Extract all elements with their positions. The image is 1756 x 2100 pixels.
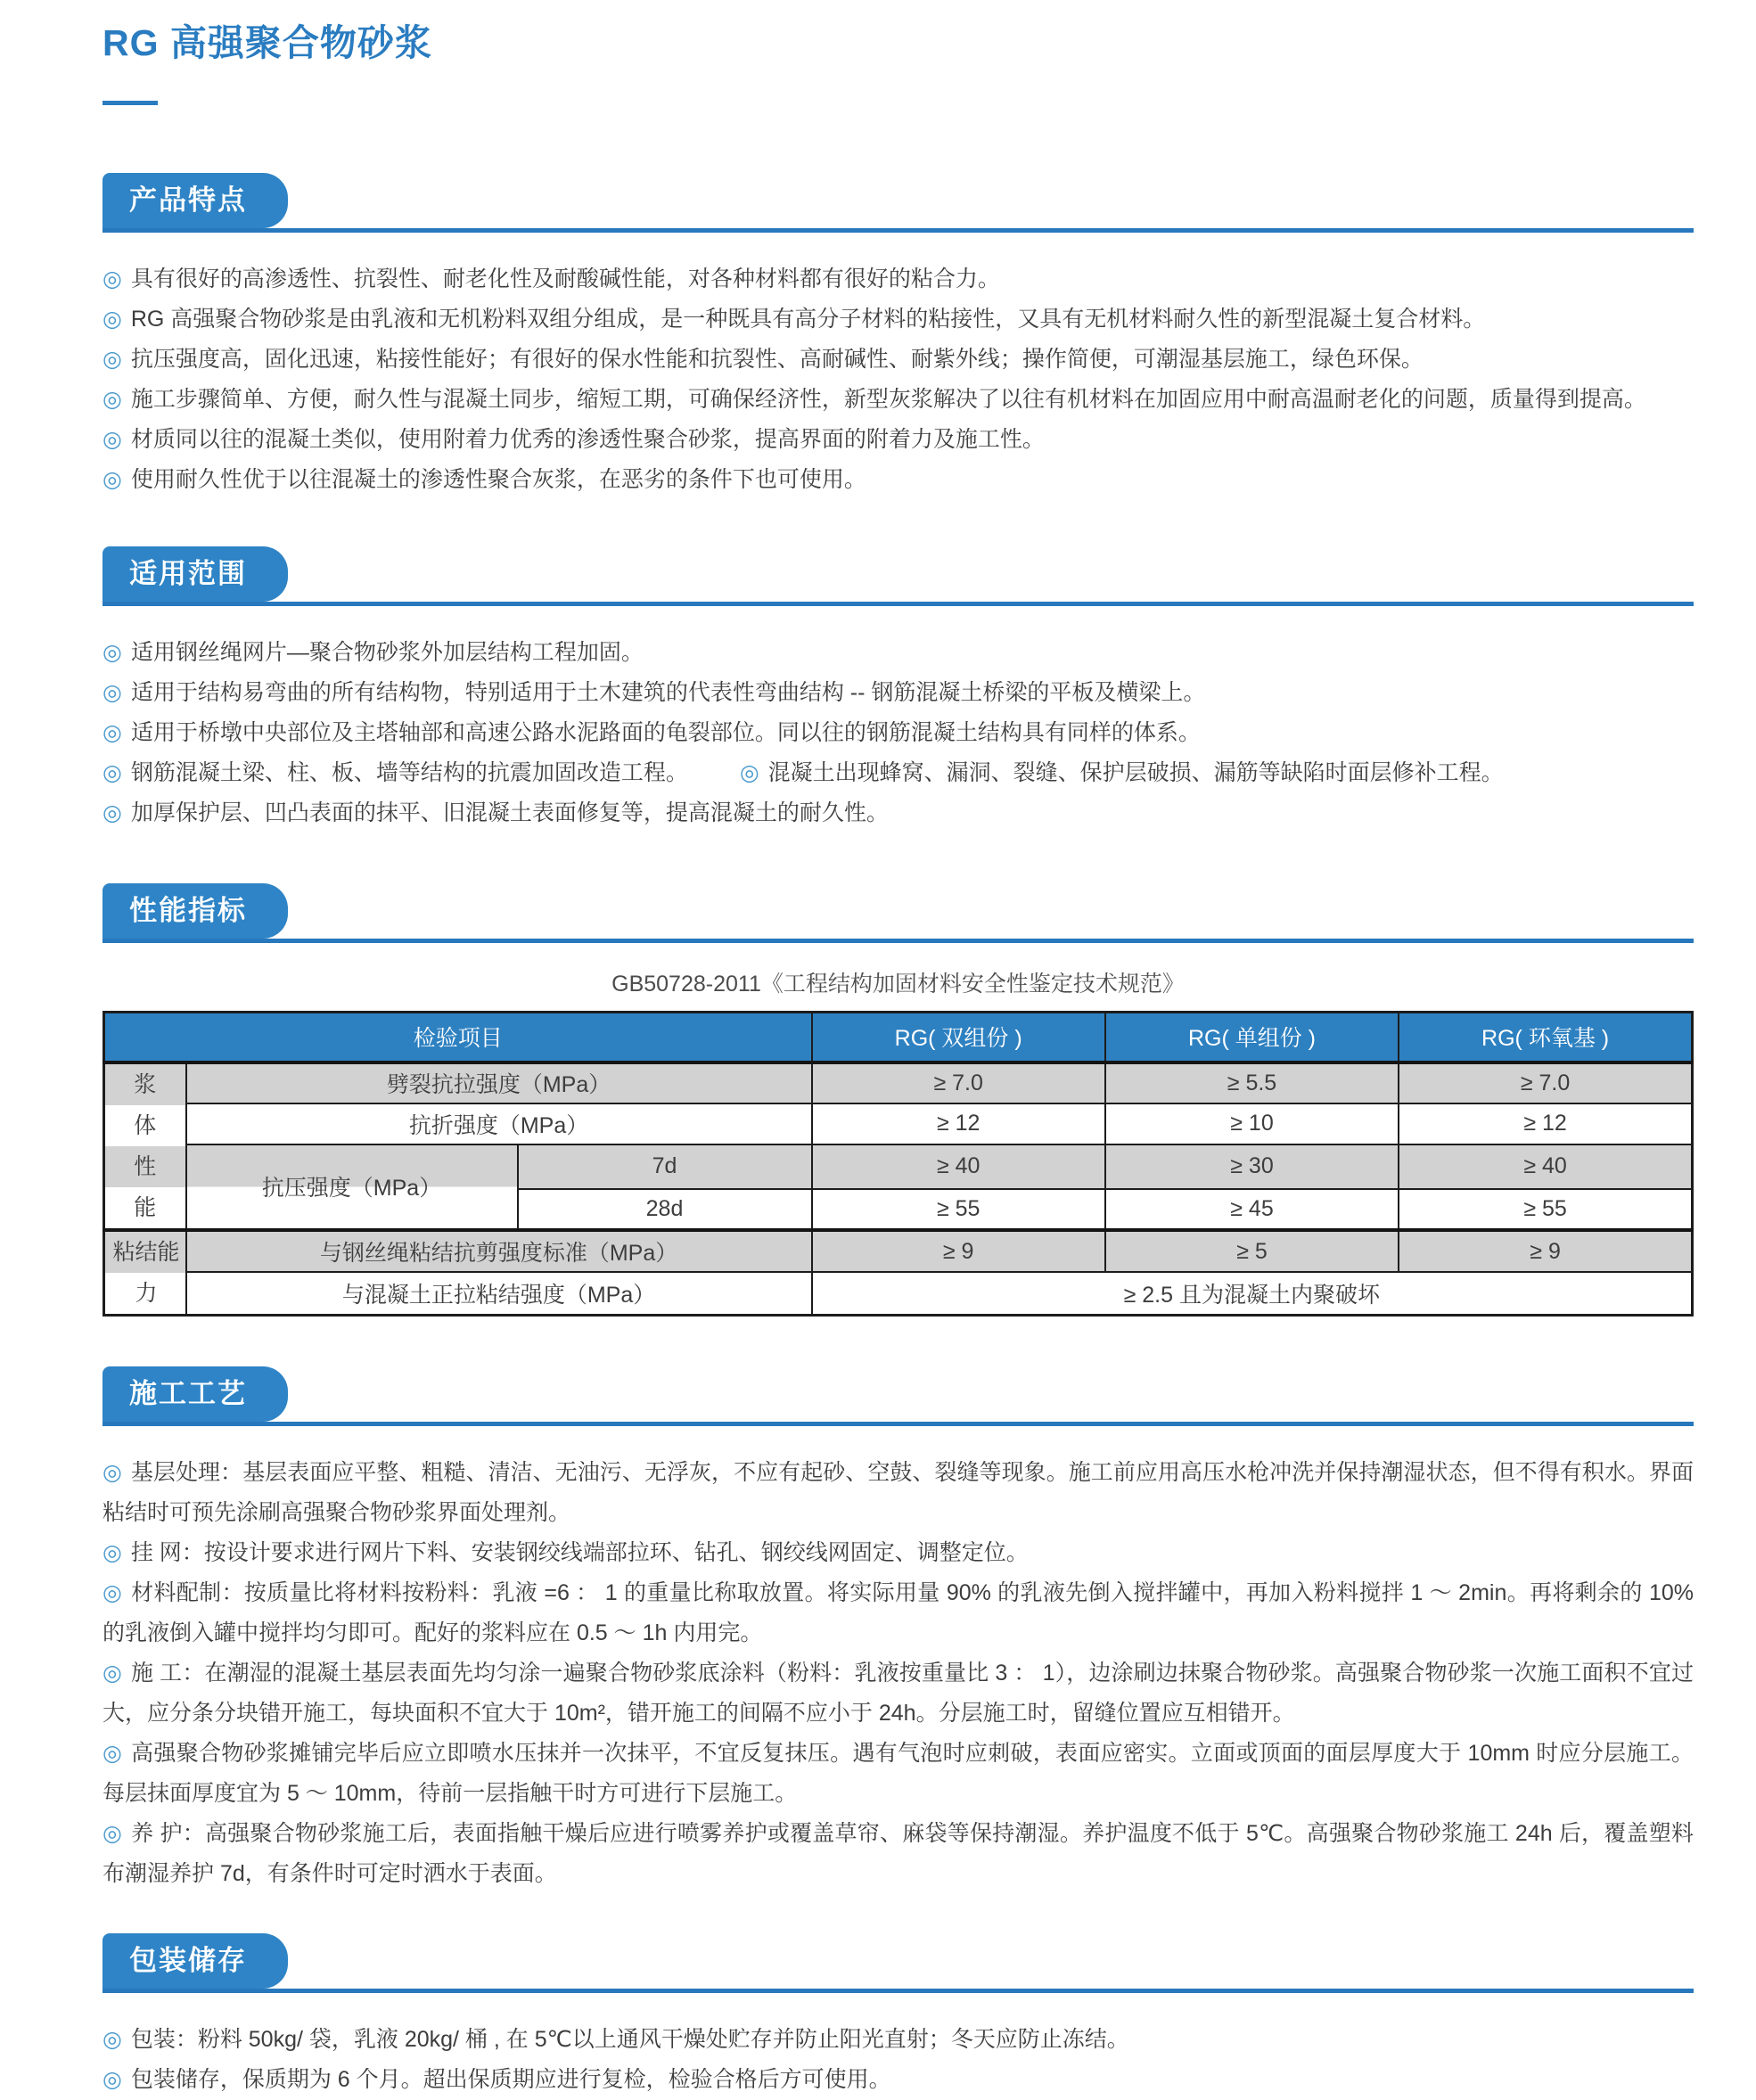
scope-text: 混凝土出现蜂窝、漏洞、裂缝、保护层破损、漏筋等缺陷时面层修补工程。 [767, 760, 1504, 786]
scope-text: 适用于结构易弯曲的所有结构物，特别适用于土木建筑的代表性弯曲结构 -- 钢筋混凝土桥梁的平板及横梁上。 [130, 680, 1206, 706]
feature-item [103, 259, 1694, 299]
process-list [103, 1426, 1694, 1894]
table-header-col: RG( 单组份 ) [1105, 1013, 1399, 1062]
bullet-icon: ◎ [739, 760, 759, 786]
row-name-cell: 与钢丝绳粘结抗剪强度标准（MPa） [186, 1230, 812, 1273]
scope-text: 适用于桥墩中央部位及主塔轴部和高速公路水泥路面的龟裂部位。同以往的钢筋混凝土结构具有同样的体系。 [130, 720, 1201, 746]
feature-text: 抗压强度高，固化迅速，粘接性能好；有很好的保水性能和抗裂性、高耐碱性、耐紫外线；操作简便，可潮湿基层施工，绿色环保。 [130, 347, 1424, 373]
value-cell: ≥ 45 [1105, 1189, 1399, 1230]
value-cell: ≥ 10 [1105, 1103, 1399, 1144]
scope-text: 钢筋混凝土梁、柱、板、墙等结构的抗震加固改造工程。 [130, 760, 688, 786]
title-underline [103, 101, 158, 105]
section-title-features: 产品特点 [129, 185, 247, 217]
section-header-performance [103, 883, 1694, 943]
table-row [104, 1103, 1693, 1144]
feature-item [103, 299, 1694, 340]
packaging-text: 包装储存，保质期为 6 个月。超出保质期应进行复检，检验合格后方可使用。 [130, 2066, 891, 2092]
features-list [103, 233, 1694, 500]
value-cell: ≥ 55 [812, 1189, 1105, 1230]
row-sub-cell: 28d [518, 1189, 812, 1230]
section-features [103, 173, 1694, 500]
bullet-icon: ◎ [103, 427, 122, 453]
packaging-item [103, 2020, 1694, 2060]
section-header-scope [103, 546, 1694, 606]
section-title-scope: 适用范围 [129, 558, 247, 590]
value-cell: ≥ 12 [812, 1103, 1105, 1144]
feature-item [103, 340, 1694, 380]
process-item [103, 1814, 1694, 1894]
row-name-cell: 与混凝土正拉粘结强度（MPa） [186, 1272, 812, 1315]
packaging-list [103, 1993, 1694, 2100]
row-name-cell: 劈裂抗拉强度（MPa） [186, 1062, 812, 1103]
feature-text: 施工步骤简单、方便，耐久性与混凝土同步，缩短工期，可确保经济性，新型灰浆解决了以往有机材料在加固应用中耐高温耐老化的问题，质量得到提高。 [130, 387, 1646, 413]
process-text: 施 工：在潮湿的混凝土基层表面先均匀涂一遍聚合物砂浆底涂料（粉料：乳液按重量比 3 ： 1），边涂刷边抹聚合物砂浆。高强聚合物砂浆一次施工面积不宜过大，应分条分块错开施工，每块面积不宜大于 10m²，错开施工的间隔不应小于 24h。分层施工时，留缝位置应互相错开。 [103, 1660, 1694, 1726]
scope-item-double [103, 753, 1694, 793]
bullet-icon: ◎ [103, 387, 122, 413]
scope-item [103, 673, 1694, 713]
section-scope [103, 546, 1694, 833]
process-item [103, 1533, 1694, 1573]
page-title: RG 高强聚合物砂浆 [103, 22, 432, 63]
bullet-icon: ◎ [103, 720, 122, 746]
process-item [103, 1453, 1694, 1533]
feature-text: 具有很好的高渗透性、抗裂性、耐老化性及耐酸碱性能，对各种材料都有很好的粘合力。 [130, 267, 1000, 292]
process-item [103, 1653, 1694, 1734]
value-cell: ≥ 9 [812, 1230, 1105, 1273]
feature-text: 材质同以往的混凝土类似，使用附着力优秀的渗透性聚合砂浆，提高界面的附着力及施工性。 [130, 427, 1045, 453]
value-cell: ≥ 5.5 [1105, 1062, 1399, 1103]
section-tab-scope [103, 546, 288, 602]
bullet-icon: ◎ [103, 467, 122, 493]
merged-value-cell: ≥ 2.5 且为混凝土内聚破坏 [812, 1272, 1693, 1315]
bullet-icon: ◎ [103, 1740, 123, 1766]
scope-item [103, 793, 1694, 833]
bullet-icon: ◎ [103, 2066, 122, 2092]
section-title-packaging: 包装储存 [129, 1944, 247, 1976]
bullet-icon: ◎ [103, 680, 122, 706]
process-item [103, 1573, 1694, 1653]
process-text: 养 护：高强聚合物砂浆施工后，表面指触干燥后应进行喷雾养护或覆盖草帘、麻袋等保持潮湿。养护温度不低于 5℃。高强聚合物砂浆施工 24h 后，覆盖塑料布潮湿养护 7d，有条件时可定时洒水于表面。 [103, 1820, 1694, 1886]
section-performance [103, 883, 1694, 1317]
performance-caption: GB50728-2011《工程结构加固材料安全性鉴定技术规范》 [611, 972, 1185, 997]
section-title-performance: 性能指标 [129, 895, 247, 927]
scope-item [103, 633, 1694, 673]
value-cell: ≥ 40 [812, 1144, 1105, 1189]
scope-text: 加厚保护层、凹凸表面的抹平、旧混凝土表面修复等，提高混凝土的耐久性。 [130, 800, 889, 826]
packaging-text: 包装：粉料 50kg/ 袋，乳液 20kg/ 桶 , 在 5℃以上通风干燥处贮存并防止阳光直射；冬天应防止冻结。 [130, 2026, 1129, 2052]
value-cell: ≥ 9 [1399, 1230, 1692, 1273]
process-text: 材料配制：按质量比将材料按粉料：乳液 =6 ： 1 的重量比称取放置。将实际用量 90% 的乳液先倒入搅拌罐中，再加入粉料搅拌 1 ～ 2min。再将剩余的 10% 的乳液倒入罐中搅拌均匀即可。配好的浆料应在 0.5 ～ 1h 内用完。 [103, 1579, 1694, 1645]
bullet-icon: ◎ [103, 1660, 122, 1686]
value-cell: ≥ 40 [1399, 1144, 1692, 1189]
feature-item [103, 380, 1694, 420]
table-row [104, 1272, 1693, 1315]
bullet-icon: ◎ [103, 760, 122, 786]
group-label-cell [104, 1062, 186, 1230]
scope-item [103, 713, 1694, 753]
group-label-cell [104, 1230, 186, 1316]
row-name-cell: 抗压强度（MPa） [186, 1144, 518, 1230]
value-cell: ≥ 30 [1105, 1144, 1399, 1189]
section-header-features [103, 173, 1694, 233]
bullet-icon: ◎ [103, 1459, 122, 1485]
section-tab-process [103, 1366, 288, 1422]
section-tab-packaging [103, 1933, 288, 1989]
section-packaging [103, 1933, 1694, 2100]
section-process [103, 1366, 1694, 1894]
process-item [103, 1734, 1694, 1814]
feature-item [103, 420, 1694, 460]
feature-item [103, 460, 1694, 500]
performance-table [103, 1011, 1694, 1317]
value-cell: ≥ 12 [1399, 1103, 1692, 1144]
bullet-icon: ◎ [103, 307, 122, 332]
section-tab-performance [103, 883, 288, 939]
table-row [104, 1062, 1693, 1103]
section-tab-features [103, 173, 288, 228]
bullet-icon: ◎ [103, 267, 122, 292]
value-cell: ≥ 7.0 [1399, 1062, 1692, 1103]
row-sub-cell: 7d [518, 1144, 812, 1189]
section-header-process [103, 1366, 1694, 1426]
table-header-col: RG( 环氧基 ) [1399, 1013, 1692, 1062]
table-header-item: 检验项目 [104, 1013, 812, 1062]
feature-text: 使用耐久性优于以往混凝土的渗透性聚合灰浆，在恶劣的条件下也可使用。 [130, 467, 866, 493]
scope-text: 适用钢丝绳网片—聚合物砂浆外加层结构工程加固。 [130, 640, 644, 666]
table-header-col: RG( 双组份 ) [812, 1013, 1105, 1062]
bullet-icon: ◎ [103, 2026, 122, 2052]
value-cell: ≥ 7.0 [812, 1062, 1105, 1103]
packaging-item [103, 2060, 1694, 2100]
process-text: 挂 网：按设计要求进行网片下料、安装钢绞线端部拉环、钻孔、钢绞线网固定、调整定位。 [130, 1539, 1029, 1565]
value-cell: ≥ 5 [1105, 1230, 1399, 1273]
row-name-cell: 抗折强度（MPa） [186, 1103, 812, 1144]
table-row [104, 1230, 1693, 1273]
bullet-icon: ◎ [103, 1539, 122, 1565]
process-text: 基层处理：基层表面应平整、粗糙、清洁、无油污、无浮灰，不应有起砂、空鼓、裂缝等现象。施工前应用高压水枪冲洗并保持潮湿状态，但不得有积水。界面粘结时可预先涂刷高强聚合物砂浆界面处理剂。 [103, 1459, 1694, 1525]
bullet-icon: ◎ [103, 800, 122, 826]
section-header-packaging [103, 1933, 1694, 1993]
value-cell: ≥ 55 [1399, 1189, 1692, 1230]
process-text: 高强聚合物砂浆摊铺完毕后应立即喷水压抹并一次抹平，不宜反复抹压。遇有气泡时应刺破，表面应密实。立面或顶面的面层厚度大于 10mm 时应分层施工。每层抹面厚度宜为 5 ～ 10mm，待前一层指触干时方可进行下层施工。 [103, 1740, 1694, 1806]
feature-text: RG 高强聚合物砂浆是由乳液和无机粉料双组分组成，是一种既具有高分子材料的粘接性，又具有无机材料耐久性的新型混凝土复合材料。 [130, 307, 1486, 332]
bullet-icon: ◎ [103, 347, 122, 373]
section-title-process: 施工工艺 [129, 1377, 247, 1409]
scope-list [103, 606, 1694, 833]
group-label: 粘结能力 [112, 1239, 180, 1306]
table-header-row [104, 1013, 1693, 1062]
table-row [104, 1144, 1693, 1189]
bullet-icon: ◎ [103, 640, 122, 666]
group-label: 浆体性能 [134, 1071, 157, 1220]
bullet-icon: ◎ [103, 1579, 123, 1605]
bullet-icon: ◎ [103, 1820, 123, 1846]
